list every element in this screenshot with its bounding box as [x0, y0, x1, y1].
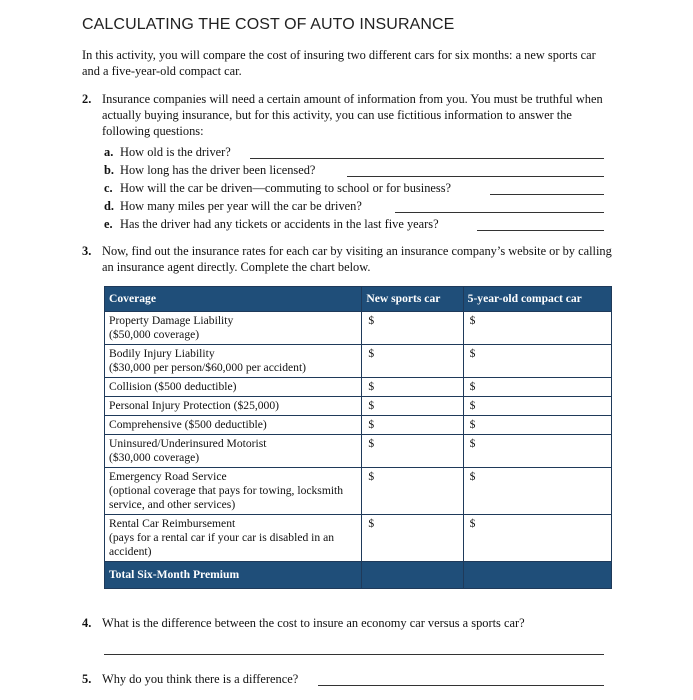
coverage-detail: ($30,000 coverage) [109, 451, 200, 464]
coverage-cell [105, 515, 362, 562]
coverage-label: Collision ($500 deductible) [105, 378, 362, 397]
question-2e-letter: e. [104, 217, 113, 231]
coverage-cell [105, 345, 362, 378]
question-2c [104, 180, 451, 196]
question-2b-letter: b. [104, 163, 114, 177]
coverage-detail: ($50,000 coverage) [109, 328, 200, 341]
total-compact-car-cell[interactable] [463, 562, 611, 589]
question-2e-text: Has the driver had any tickets or accidents in the last five years? [120, 217, 439, 231]
header-new-sports-car: New sports car [362, 287, 463, 312]
answer-2e-line[interactable] [477, 230, 604, 231]
sports-car-cost[interactable]: $ [362, 435, 463, 468]
question-2a-text: How old is the driver? [120, 145, 231, 159]
compact-car-cost[interactable]: $ [463, 345, 611, 378]
question-2b [104, 162, 315, 178]
compact-car-cost[interactable]: $ [463, 416, 611, 435]
question-2d [104, 198, 362, 214]
compact-car-cost[interactable]: $ [463, 312, 611, 345]
coverage-cell [105, 312, 362, 345]
page-title: CALCULATING THE COST OF AUTO INSURANCE [82, 16, 455, 33]
question-2c-letter: c. [104, 181, 113, 195]
coverage-detail: ($30,000 per person/$60,000 per accident) [109, 361, 307, 374]
question-2a [104, 144, 231, 160]
coverage-label: Emergency Road Service [109, 470, 227, 483]
question-2e [104, 216, 439, 232]
coverage-label: Uninsured/Underinsured Motorist [109, 437, 267, 450]
compact-car-cost[interactable]: $ [463, 378, 611, 397]
table-header-row [105, 287, 612, 312]
answer-2d-line[interactable] [395, 212, 604, 213]
answer-5-line[interactable] [318, 685, 604, 686]
table-row [105, 345, 612, 378]
header-compact-car: 5-year-old compact car [463, 287, 611, 312]
question-4-text: What is the difference between the cost to insure an economy car versus a sports car? [102, 616, 525, 630]
question-2c-text: How will the car be driven—commuting to school or for business? [120, 181, 452, 195]
coverage-label: Personal Injury Protection ($25,000) [105, 397, 362, 416]
coverage-label: Property Damage Liability [109, 314, 234, 327]
question-2-text: Insurance companies will need a certain amount of information from you. You must be truthful when actually buying insurance, but for this activity, you can use fictitious information to answer the following questions: [102, 92, 603, 138]
sports-car-cost[interactable]: $ [362, 312, 463, 345]
table-row [105, 416, 612, 435]
table-row [105, 312, 612, 345]
sports-car-cost[interactable]: $ [362, 515, 463, 562]
compact-car-cost[interactable]: $ [463, 468, 611, 515]
compact-car-cost[interactable]: $ [463, 435, 611, 468]
coverage-detail: (pays for a rental car if your car is disabled in an accident) [109, 531, 335, 558]
intro-paragraph: In this activity, you will compare the cost of insuring two different cars for six months: a new sports car and a five-year-old compact car. [82, 48, 596, 78]
total-premium-label: Total Six-Month Premium [105, 562, 362, 589]
question-2d-text: How many miles per year will the car be driven? [120, 199, 362, 213]
insurance-rates-table [104, 286, 612, 589]
question-2a-letter: a. [104, 145, 114, 159]
table-footer-row [105, 562, 612, 589]
question-5-text: Why do you think there is a difference? [102, 672, 299, 686]
coverage-cell [105, 435, 362, 468]
table-row [105, 468, 612, 515]
answer-2b-line[interactable] [347, 176, 604, 177]
answer-2c-line[interactable] [490, 194, 604, 195]
sports-car-cost[interactable]: $ [362, 378, 463, 397]
coverage-label: Bodily Injury Liability [109, 347, 215, 360]
answer-2a-line[interactable] [250, 158, 604, 159]
question-4-number: 4. [82, 616, 92, 630]
sports-car-cost[interactable]: $ [362, 468, 463, 515]
table-row [105, 397, 612, 416]
question-2-number: 2. [82, 92, 92, 106]
table-row [105, 435, 612, 468]
question-2b-text: How long has the driver been licensed? [120, 163, 316, 177]
question-3-number: 3. [82, 244, 92, 258]
table-row [105, 378, 612, 397]
answer-4-line[interactable] [104, 654, 604, 655]
question-5-number: 5. [82, 672, 92, 686]
header-coverage: Coverage [105, 287, 362, 312]
sports-car-cost[interactable]: $ [362, 397, 463, 416]
coverage-detail: (optional coverage that pays for towing, locksmith service, and other services) [109, 484, 344, 511]
sports-car-cost[interactable]: $ [362, 345, 463, 378]
table-row [105, 515, 612, 562]
question-3-text: Now, find out the insurance rates for each car by visiting an insurance company’s website or by calling an insurance agent directly. Complete the chart below. [102, 244, 612, 274]
coverage-cell [105, 468, 362, 515]
coverage-label: Rental Car Reimbursement [109, 517, 236, 530]
coverage-label: Comprehensive ($500 deductible) [105, 416, 362, 435]
compact-car-cost[interactable]: $ [463, 515, 611, 562]
total-sports-car-cell[interactable] [362, 562, 463, 589]
sports-car-cost[interactable]: $ [362, 416, 463, 435]
question-2d-letter: d. [104, 199, 114, 213]
compact-car-cost[interactable]: $ [463, 397, 611, 416]
